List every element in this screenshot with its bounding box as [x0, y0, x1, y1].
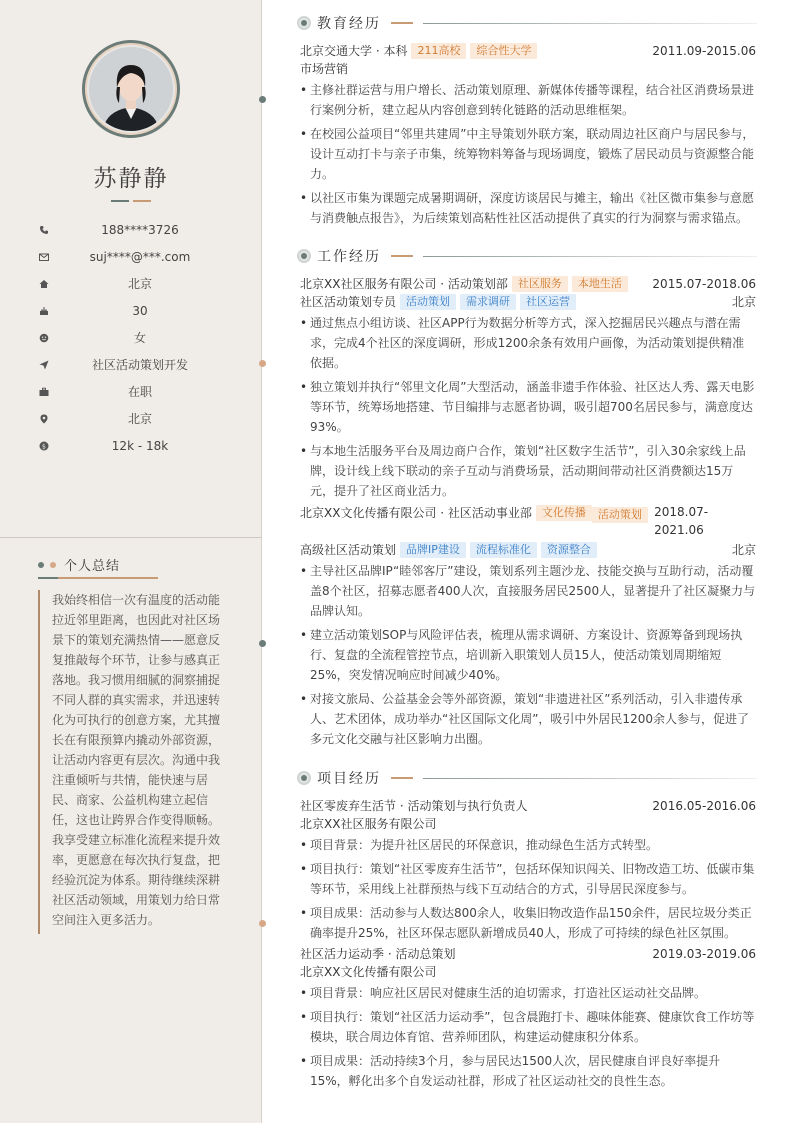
list-item: • 与本地生活服务平台及周边商户合作，策划“社区数字生活节”，引入30余家线上品牌，设计线上线下联动的亲子互动与消费场景，活动期间带动社区消费额达15万元，提升了社区商业活力。: [300, 441, 756, 501]
date-range: 2015.07-2018.06: [652, 277, 756, 291]
project-bullets: [300, 835, 756, 943]
list-item: • 主修社群运营与用户增长、活动策划原理、新媒体传播等课程，结合社区消费场景进行案例分析，建立起从内容创意到转化链路的活动思维框架。: [300, 80, 756, 120]
list-item: • 项目背景：响应社区居民对健康生活的迫切需求，打造社区运动社交品牌。: [300, 983, 756, 1003]
date-range: 2011.09-2015.06: [652, 44, 756, 58]
list-item: • 建立活动策划SOP与风险评估表，梳理从需求调研、方案设计、资源筹备到现场执行、复盘的全流程管控节点，培训新入职策划人员15人，使活动策划周期缩短25%，突发情况响应时间减少40%。: [300, 625, 756, 685]
mail-icon: [39, 252, 49, 262]
project-block-2: [300, 945, 756, 1095]
section-title: 教育经历: [317, 16, 381, 32]
section-education: [297, 13, 757, 33]
section-projects: [297, 768, 757, 788]
work-bullets: [300, 561, 756, 749]
list-item: • 独立策划并执行“邻里文化周”大型活动，涵盖非遗手作体验、社区达人秀、露天电影等环节，统筹场地搭建、节目编排与志愿者协调，吸引超700名居民参与，满意度达93%。: [300, 377, 756, 437]
tag: 活动策划: [592, 507, 648, 523]
section-work: [297, 246, 757, 266]
svg-text:$: $: [41, 441, 47, 450]
list-item: • 项目执行：策划“社区零废弃生活节”，包括环保知识闯关、旧物改造工坊、低碳市集等环节，采用线上社群预热与线下互动结合的方式，引导居民深度参与。: [300, 859, 756, 899]
list-item: • 主导社区品牌IP“睦邻客厅”建设，策划系列主题沙龙、技能交换与互助行动，活动覆盖8个社区，招募志愿者400人次，直接服务居民2500人，显著提升了社区凝聚力与品牌认知。: [300, 561, 756, 621]
job-role: 高级社区活动策划: [300, 543, 397, 557]
home-icon: [39, 279, 49, 289]
gender-icon: [39, 333, 49, 343]
work-block-2: [300, 503, 756, 753]
summary-underline-dark: [38, 577, 58, 579]
project-block-1: [300, 797, 756, 947]
school-name: 北京交通大学 · 本科: [300, 44, 408, 58]
edge-dot-icon: [259, 96, 266, 103]
info-hometown: 北京: [0, 270, 262, 297]
portrait-image: [89, 47, 173, 131]
dot-icon: [50, 562, 56, 568]
skill-tag: 需求调研: [460, 294, 516, 310]
tag: 文化传播: [536, 505, 592, 521]
info-target-position: 社区活动策划开发: [0, 351, 262, 378]
location-pin-icon: [39, 414, 49, 424]
cake-icon: [39, 306, 49, 316]
work-block-1: [300, 275, 756, 505]
name-underline-left: [111, 200, 129, 202]
info-gender: 女: [0, 324, 262, 351]
name-underline-right: [133, 200, 151, 202]
phone-icon: [39, 225, 49, 235]
info-salary: $ 12k - 18k: [0, 432, 262, 459]
summary-title: 个人总结: [64, 559, 121, 574]
tag: 社区服务: [512, 276, 568, 292]
project-name: 社区活力运动季 · 活动总策划: [300, 947, 456, 961]
info-email: suj****@***.com: [0, 243, 262, 270]
info-phone: 188****3726: [0, 216, 262, 243]
date-range: 2018.07-2021.06: [654, 505, 709, 537]
project-bullets: [300, 983, 756, 1091]
sidebar-divider: [0, 537, 262, 538]
company-name: 北京XX文化传播有限公司 · 社区活动事业部: [300, 506, 532, 520]
list-item: • 对接文旅局、公益基金会等外部资源，策划“非遗进社区”系列活动，引入非遗传承人、艺术团体，成功举办“社区国际文化周”，吸引中外居民1200余人参与，促进了多元文化交融与社区影响力出圈。: [300, 689, 756, 749]
job-city: 北京: [731, 295, 756, 309]
summary-text: 我始终相信一次有温度的活动能拉近邻里距离，也因此对社区场景下的策划充满热情——愿意反复推敲每个环节，让参与感真正落地。我习惯用细腻的洞察捕捉不同人群的真实需求，并迅速转化为可执行的创意方案，尤其擅长在有限预算内撬动外部资源，让活动内容更有层次。沟通中我注重倾听与共情，能快速与居民、商家、公益机构建立起信任，这也让跨界合作变得顺畅。我享受建立标准化流程来提升效率，更愿意在每次执行复盘，把经验沉淀为体系。期待继续深耕社区活动领域，用策划力给日常空间注入更多活力。: [38, 590, 222, 934]
dot-icon: [38, 562, 44, 568]
education-bullets: [300, 80, 756, 228]
job-role: 社区活动策划专员: [300, 295, 397, 309]
project-name: 社区零废弃生活节 · 活动策划与执行负责人: [300, 799, 528, 813]
main-content: [263, 0, 794, 1123]
job-city: 北京: [731, 543, 756, 557]
briefcase-icon: [39, 387, 49, 397]
work-bullets: [300, 313, 756, 501]
section-title: 项目经历: [317, 771, 381, 787]
candidate-name: 苏静静: [93, 166, 169, 192]
edge-dot-icon: [259, 360, 266, 367]
send-icon: [39, 360, 49, 370]
list-item: • 项目背景：为提升社区居民的环保意识，推动绿色生活方式转型。: [300, 835, 756, 855]
list-item: • 项目成果：活动参与人数达800余人，收集旧物改造作品150余件，居民垃圾分类正确率提升25%，社区环保志愿队新增成员40人，形成了可持续的绿色社区氛围。: [300, 903, 756, 943]
skill-tag: 资源整合: [541, 542, 597, 558]
info-city: 北京: [0, 405, 262, 432]
project-org: 北京XX社区服务有限公司: [300, 817, 437, 831]
date-range: 2016.05-2016.06: [652, 799, 756, 813]
section-bullet-icon: [297, 771, 311, 785]
tag: 本地生活: [572, 276, 628, 292]
skill-tag: 社区运营: [520, 294, 576, 310]
skill-tag: 品牌IP建设: [400, 542, 466, 558]
skill-tag: 活动策划: [400, 294, 456, 310]
list-item: • 项目执行：策划“社区活力运动季”，包含晨跑打卡、趣味体能赛、健康饮食工作坊等模块，联合周边体育馆、营养师团队，构建运动健康积分体系。: [300, 1007, 756, 1047]
avatar: [82, 40, 180, 138]
company-name: 北京XX社区服务有限公司 · 活动策划部: [300, 277, 508, 291]
tag: 211高校: [411, 43, 466, 59]
date-range: 2019.03-2019.06: [652, 947, 756, 961]
section-title: 工作经历: [317, 249, 381, 265]
edge-dot-icon: [259, 920, 266, 927]
sidebar: [0, 0, 262, 1123]
list-item: • 项目成果：活动持续3个月，参与居民达1500人次，居民健康自评良好率提升15%，孵化出多个自发运动社群，形成了社区运动社交的良性生态。: [300, 1051, 756, 1091]
money-icon: [39, 441, 49, 451]
contact-info-list: [0, 216, 262, 459]
project-org: 北京XX文化传播有限公司: [300, 965, 437, 979]
info-age: 30: [0, 297, 262, 324]
skill-tag: 流程标准化: [470, 542, 537, 558]
tag: 综合性大学: [470, 43, 537, 59]
list-item: • 以社区市集为课题完成暑期调研，深度访谈居民与摊主，输出《社区微市集参与意愿与消费触点报告》，为后续策划高粘性社区活动提供了真实的行为洞察与需求锚点。: [300, 188, 756, 228]
info-status: 在职: [0, 378, 262, 405]
list-item: • 通过焦点小组访谈、社区APP行为数据分析等方式，深入挖掘居民兴趣点与潜在需求，完成4个社区的深度调研，形成1200余条有效用户画像，为活动策划提供精准依据。: [300, 313, 756, 373]
summary-heading: [38, 555, 120, 574]
section-bullet-icon: [297, 16, 311, 30]
edge-dot-icon: [259, 640, 266, 647]
major: 市场营销: [300, 62, 349, 76]
education-block: [300, 42, 756, 232]
section-bullet-icon: [297, 249, 311, 263]
summary-underline-warm: [58, 577, 158, 579]
list-item: • 在校园公益项目“邻里共建周”中主导策划外联方案，联动周边社区商户与居民参与，设计互动打卡与亲子市集，统筹物料筹备与现场调度，锻炼了居民动员与资源整合能力。: [300, 124, 756, 184]
